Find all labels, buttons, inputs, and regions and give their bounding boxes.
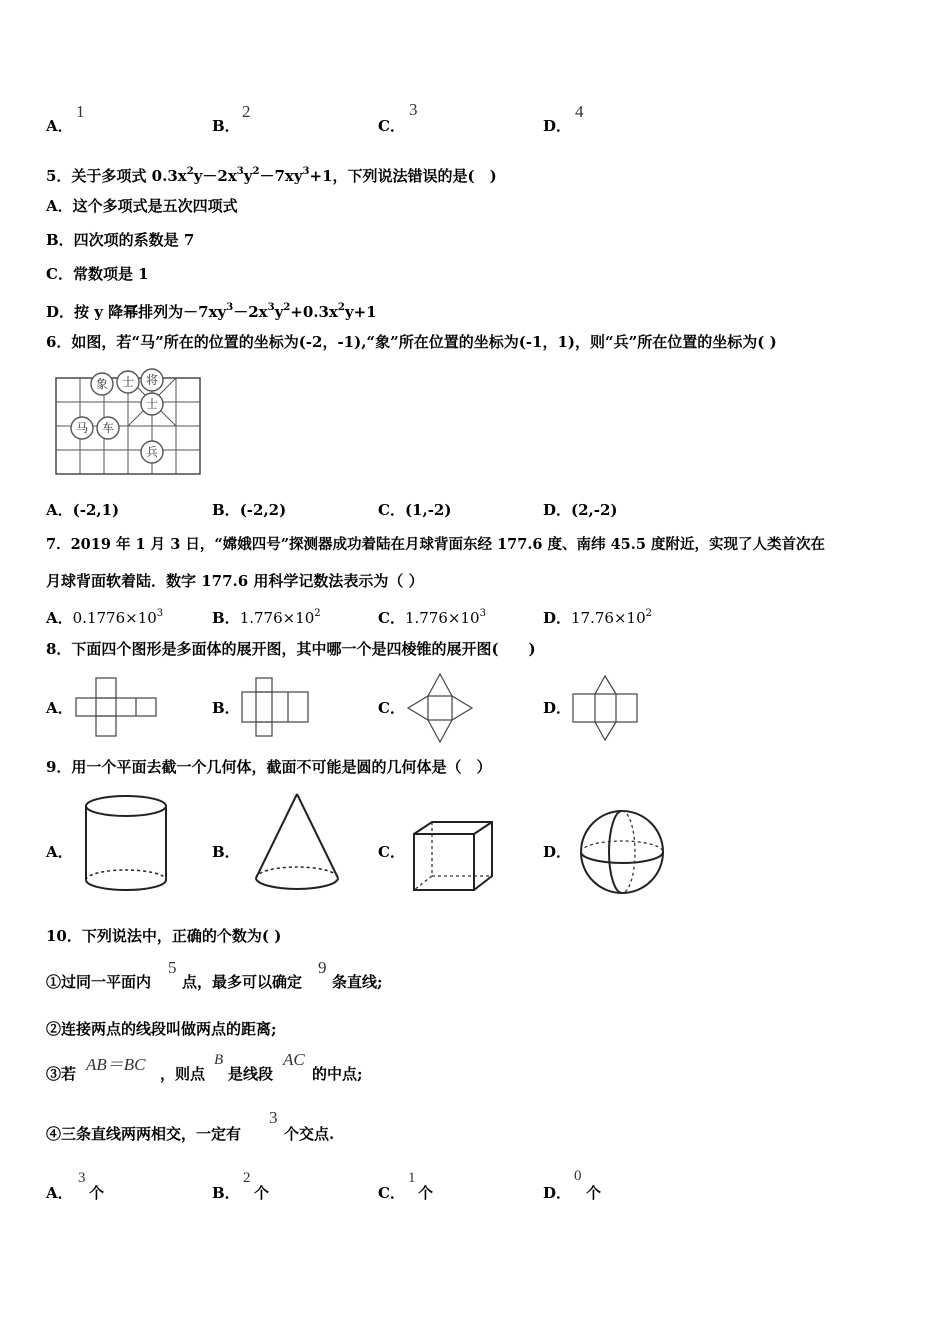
chess-piece-label: 士 xyxy=(121,375,135,389)
q4-option-a-label: A． xyxy=(46,117,73,135)
q6-option-c: C．(1,-2) xyxy=(378,501,452,519)
q10-statement-4-number: 3 xyxy=(269,1108,278,1127)
q10-statement-3-text: ，则点 xyxy=(160,1065,206,1083)
q4-option-c-value: 3 xyxy=(409,100,418,119)
q10-statement-1-text: 点，最多可以确定 xyxy=(182,973,303,991)
q10-option-a-label: A． xyxy=(46,1184,73,1202)
q9-stem: 9．用一个平面去截一个几何体，截面不可能是圆的几何体是（ ） xyxy=(46,758,492,776)
q10-statement-1-text: ①过同一平面内 xyxy=(46,973,152,991)
q6-option-d: D．(2,-2) xyxy=(543,501,618,519)
chess-piece-label: 兵 xyxy=(145,445,159,459)
q10-stem: 10．下列说法中，正确的个数为( ) xyxy=(46,927,282,945)
q8-stem: 8．下面四个图形是多面体的展开图，其中哪一个是四棱锥的展开图( ) xyxy=(46,640,536,658)
q10-option-c-label: C． xyxy=(378,1184,405,1202)
q10-option-c-value: 1 xyxy=(408,1170,416,1186)
q4-option-b-value: 2 xyxy=(242,102,251,121)
q6-option-b: B．(-2,2) xyxy=(212,501,287,519)
q9-option-b-label: B． xyxy=(212,843,240,861)
chinese-chess-board-figure xyxy=(52,368,204,478)
q10-statement-3-math: B xyxy=(214,1052,224,1068)
q6-option-a: A．(-2,1) xyxy=(46,501,120,519)
q10-statement-1-number: 5 xyxy=(168,958,177,977)
q4-option-d-label: D． xyxy=(543,117,572,135)
sphere-figure xyxy=(578,808,666,896)
q10-option-a-value: 3 xyxy=(78,1170,86,1186)
net-triangular-prism-figure xyxy=(571,674,639,742)
net-pyramid-figure xyxy=(406,672,474,744)
q4-option-a-value: 1 xyxy=(76,102,85,121)
q4-option-c-label: C． xyxy=(378,117,405,135)
q10-option-b-unit: 个 xyxy=(254,1184,270,1202)
q8-option-d-label: D． xyxy=(543,699,572,717)
q10-statement-1-text: 条直线; xyxy=(332,973,383,991)
q9-option-a-label: A． xyxy=(46,843,73,861)
q10-option-b-value: 2 xyxy=(243,1170,251,1186)
q10-statement-3-math: AB＝BC xyxy=(86,1055,146,1074)
q7-option-c: C．$1.776\times 10^3$ xyxy=(378,608,486,627)
q10-option-c-unit: 个 xyxy=(418,1184,434,1202)
chess-piece-label: 士 xyxy=(145,397,159,411)
q10-statement-3-math: AC xyxy=(283,1050,305,1069)
net-cross-figure xyxy=(74,676,158,740)
chess-piece-label: 车 xyxy=(101,421,115,435)
q8-option-b-label: B． xyxy=(212,699,240,717)
q10-option-b-label: B． xyxy=(212,1184,240,1202)
q10-statement-4-text: ④三条直线两两相交，一定有 xyxy=(46,1125,242,1143)
cone-figure xyxy=(252,790,342,894)
q7-stem-line-2: 月球背面软着陆．数字 177.6 用科学记数法表示为（ ） xyxy=(46,572,424,590)
q10-statement-3-text: ③若 xyxy=(46,1065,77,1083)
q5-option-d: D．按 y 降幂排列为$-7xy^3-2x^3y^2+0.3x^2y+1$ xyxy=(46,302,377,321)
q7-option-b: B．$1.776\times 10^2$ xyxy=(212,608,321,627)
q10-option-d-value: 0 xyxy=(574,1168,582,1184)
q4-option-b-label: B． xyxy=(212,117,240,135)
q10-statement-1-number: 9 xyxy=(318,958,327,977)
q10-statement-4-text: 个交点. xyxy=(284,1125,335,1143)
q5-option-a: A．这个多项式是五次四项式 xyxy=(46,197,238,215)
chess-piece-label: 将 xyxy=(145,373,159,387)
q7-option-a: A．$0.1776\times 10^3$ xyxy=(46,608,164,627)
q10-option-d-unit: 个 xyxy=(586,1184,602,1202)
net-prism-figure xyxy=(240,676,310,740)
cylinder-figure xyxy=(82,794,170,894)
q10-statement-3-text: 的中点; xyxy=(312,1065,363,1083)
q9-option-c-label: C． xyxy=(378,843,405,861)
q6-stem: 6．如图，若“马”所在的位置的坐标为(-2，-1),“象”所在位置的坐标为(-1，1)，则“兵”所在位置的坐标为( ) xyxy=(46,333,777,351)
q10-option-a-unit: 个 xyxy=(89,1184,105,1202)
q7-stem-line-1: 7．2019 年 1 月 3 日，“嫦娥四号”探测器成功着陆在月球背面东经 177.6 度、南纬 45.5 度附近，实现了人类首次在 xyxy=(46,536,825,553)
q8-option-c-label: C． xyxy=(378,699,405,717)
q10-statement-3-text: 是线段 xyxy=(228,1065,274,1083)
cube-figure xyxy=(410,820,496,894)
q8-option-a-label: A． xyxy=(46,699,73,717)
q10-statement-2: ②连接两点的线段叫做两点的距离; xyxy=(46,1020,277,1038)
q7-option-d: D．$17.76\times 10^2$ xyxy=(543,608,652,627)
chess-piece-label: 象 xyxy=(95,377,109,391)
q5-option-c: C．常数项是 1 xyxy=(46,265,149,283)
q5-stem: 5．关于多项式 $0.3x^2y-2x^3y^2-7xy^3+1$，下列说法错误的是( ) xyxy=(46,166,497,185)
q4-option-d-value: 4 xyxy=(575,102,584,121)
q10-option-d-label: D． xyxy=(543,1184,572,1202)
chess-piece-label: 马 xyxy=(75,421,89,435)
q5-option-b: B．四次项的系数是 7 xyxy=(46,231,195,249)
q9-option-d-label: D． xyxy=(543,843,572,861)
